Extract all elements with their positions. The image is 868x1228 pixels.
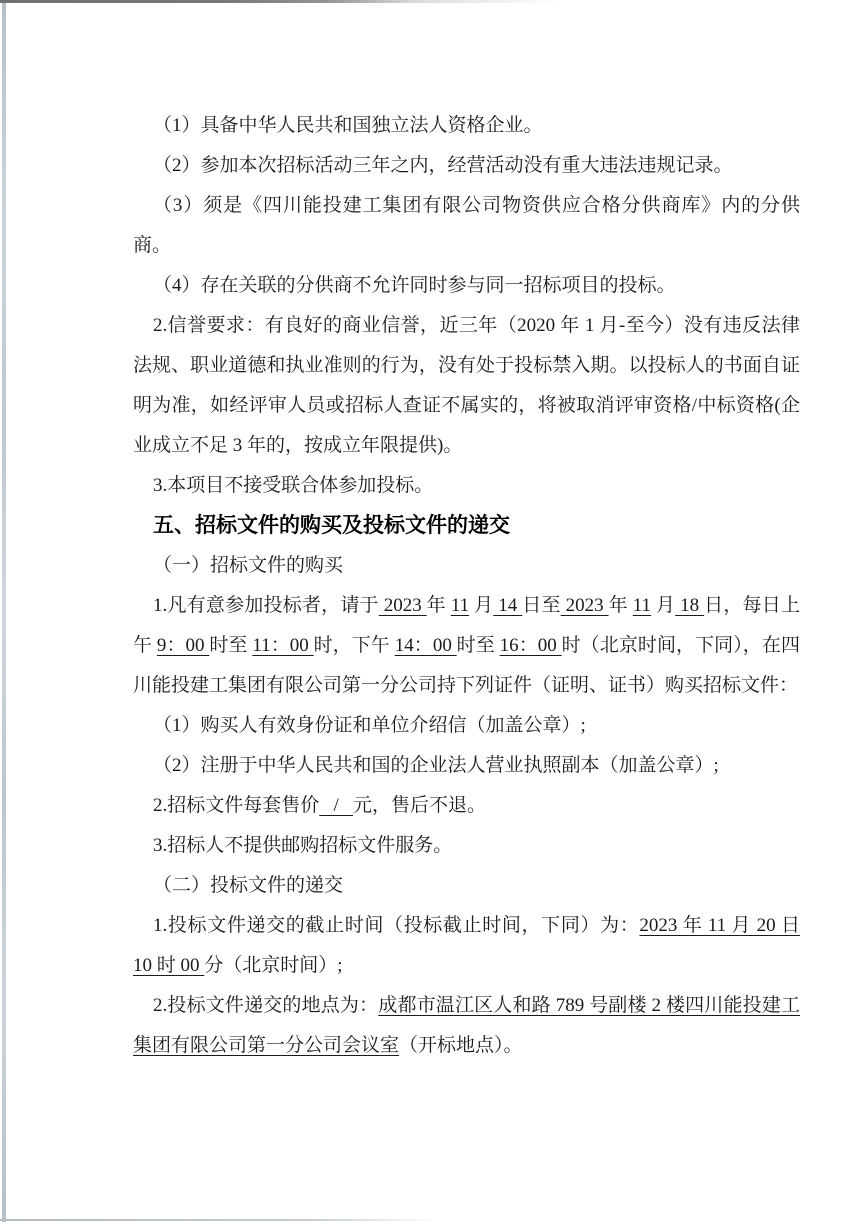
para-subsection-purchase-title: （一）招标文件的购买: [153, 555, 344, 576]
para-subsection-submission-title: （二）投标文件的递交: [153, 875, 344, 896]
para-purchase-time: 1.凡有意参加投标者，请于 2023 年 11 月 14 日至 2023 年 11 月 18 日，每日上午 9：00 时至 11：00 时，下午 14：00 时至 16：00 时（北京时间，下同），在四川能投建工集团有限公司第一分公司持下列证件（证明、证书）购买招标文件：: [133, 595, 800, 696]
para-qualification-3: （3）须是《四川能投建工集团有限公司物资供应合格分供商库》内的分供商。: [133, 195, 800, 256]
para-no-consortium: 3.本项目不接受联合体参加投标。: [153, 475, 434, 496]
para-qualification-1: （1）具备中华人民共和国独立法人资格企业。: [153, 115, 543, 136]
para-submission-location: 2.投标文件递交的地点为：成都市温江区人和路 789 号副楼 2 楼四川能投建工集团有限公司第一分公司会议室（开标地点）。: [133, 995, 800, 1056]
para-qualification-4: （4）存在关联的分供商不允许同时参与同一招标项目的投标。: [153, 275, 676, 296]
scan-edge-bottom-left: [0, 1219, 438, 1221]
para-purchase-cert-1: （1）购买人有效身份证和单位介绍信（加盖公章）;: [153, 715, 586, 736]
para-purchase-cert-2: （2）注册于中华人民共和国的企业法人营业执照副本（加盖公章）;: [153, 755, 719, 776]
para-qualification-2: （2）参加本次招标活动三年之内，经营活动没有重大违法违规记录。: [153, 155, 733, 176]
section-heading-5: 五、招标文件的购买及投标文件的递交: [153, 514, 510, 537]
para-submission-deadline: 1.投标文件递交的截止时间（投标截止时间，下同）为：2023 年 11 月 20 日 10 时 00 分（北京时间）;: [133, 915, 800, 976]
para-credit-requirement: 2.信誉要求：有良好的商业信誉，近三年（2020 年 1 月-至今）没有违反法律法规、职业道德和执业准则的行为，没有处于投标禁入期。以投标人的书面自证明为准，如经评审人员或招标人查证不属实的，将被取消评审资格/中标资格(企业成立不足 3 年的，按成立年限提供)。: [133, 315, 800, 456]
para-document-price: 2.招标文件每套售价 / 元，售后不退。: [153, 795, 487, 816]
para-no-mail-order: 3.招标人不提供邮购招标文件服务。: [153, 835, 453, 856]
